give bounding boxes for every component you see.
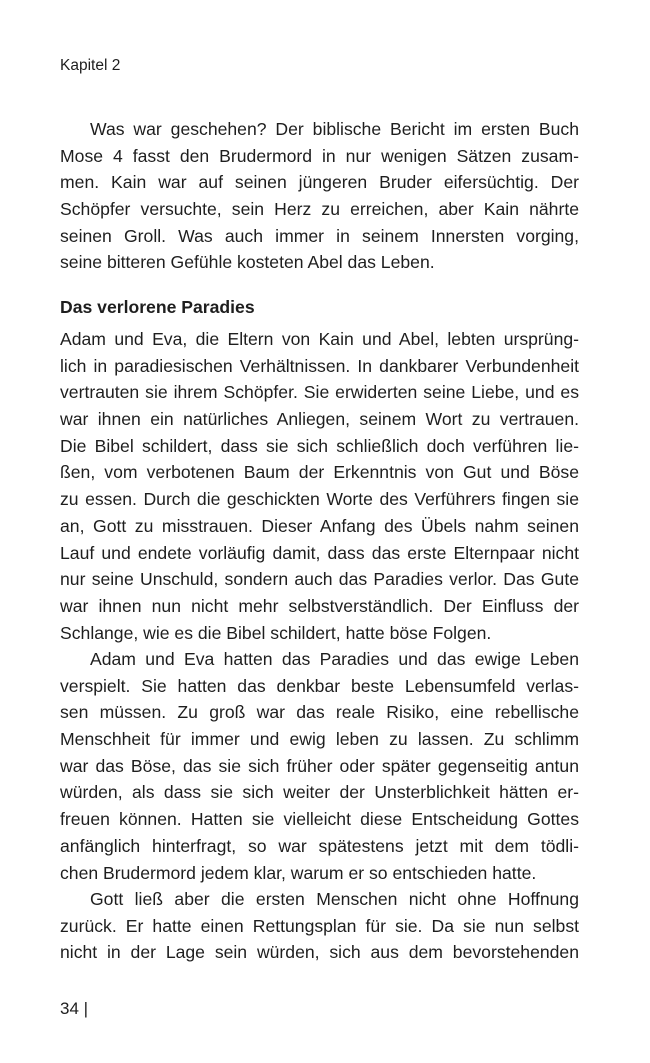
paragraph-intro: [60, 116, 579, 276]
text-line: lich in paradiesischen Verhältnissen. In dankbarer Verbundenheit: [60, 355, 579, 376]
text-line: nur seine Unschuld, sondern auch das Paradies verlor. Das Gute: [60, 569, 579, 590]
text-line: Was war geschehen? Der biblische Bericht im ersten Buch: [90, 119, 579, 139]
text-line: Lauf und endete vorläufig damit, dass das erste Elternpaar nicht: [60, 542, 579, 563]
text-line: war das Böse, das sie sich früher oder später gegenseitig antun: [60, 755, 579, 776]
text-line: Gott ließ aber die ersten Menschen nicht ohne Hoffnung: [90, 889, 579, 909]
text-line: seinen Groll. Was auch immer in seinem Innersten vorging,: [60, 225, 579, 246]
running-head: Kapitel 2: [60, 57, 121, 74]
text-line: seine bitteren Gefühle kosteten Abel das Leben.: [60, 252, 435, 273]
paragraph-lost-life: [60, 646, 579, 886]
text-line: Adam und Eva, die Eltern von Kain und Abel, lebten ursprüng-: [60, 329, 579, 349]
text-line: chen Brudermord jedem klar, warum er so entschieden hatte.: [60, 862, 537, 883]
paragraph-lost-paradise: [60, 326, 579, 646]
page-number: 34 |: [60, 999, 89, 1018]
text-line: verspielt. Sie hatten das denkbar beste Lebensumfeld verlas-: [60, 675, 579, 696]
text-line: zu essen. Durch die geschickten Worte des Verführers fingen sie: [60, 489, 579, 510]
text-line: Adam und Eva hatten das Paradies und das ewige Leben: [90, 649, 579, 669]
text-line: war ihnen nun nicht mehr selbstverständlich. Der Einfluss der: [60, 595, 579, 616]
text-line: Menschheit für immer und ewig leben zu lassen. Zu schlimm: [60, 729, 579, 750]
section-heading: Das verlorene Paradies: [60, 297, 255, 317]
text-line: Schlange, wie es die Bibel schildert, hatte böse Folgen.: [60, 622, 492, 643]
text-line: Die Bibel schildert, dass sie sich schließlich doch verführen lie-: [60, 435, 579, 456]
text-line: war ihnen ein natürliches Anliegen, seinem Wort zu vertrauen.: [60, 409, 579, 430]
text-line: ßen, vom verbotenen Baum der Erkenntnis von Gut und Böse: [60, 462, 579, 483]
text-line: an, Gott zu misstrauen. Dieser Anfang des Übels nahm seinen: [60, 515, 579, 536]
text-line: zurück. Er hatte einen Rettungsplan für sie. Da sie nun selbst: [60, 915, 579, 936]
text-line: vertrauten sie ihrem Schöpfer. Sie erwiderten seine Liebe, und es: [60, 382, 579, 403]
text-line: Mose 4 fasst den Brudermord in nur wenigen Sätzen zusam-: [60, 145, 579, 166]
paragraph-hope: [60, 886, 579, 966]
text-line: men. Kain war auf seinen jüngeren Bruder eifersüchtig. Der: [60, 172, 579, 193]
text-line: Schöpfer versuchte, sein Herz zu erreichen, aber Kain nährte: [60, 199, 579, 220]
text-line: würden, als dass sie sich weiter der Unsterblichkeit hätten er-: [60, 782, 579, 803]
text-line: sen müssen. Zu groß war das reale Risiko, eine rebellische: [60, 702, 579, 723]
text-line: freuen können. Hatten sie vielleicht diese Entscheidung Gottes: [60, 809, 579, 830]
text-line: nicht in der Lage sein würden, sich aus dem bevorstehenden: [60, 942, 579, 963]
text-line: anfänglich hinterfragt, so war spätestens jetzt mit dem tödli-: [60, 835, 579, 856]
